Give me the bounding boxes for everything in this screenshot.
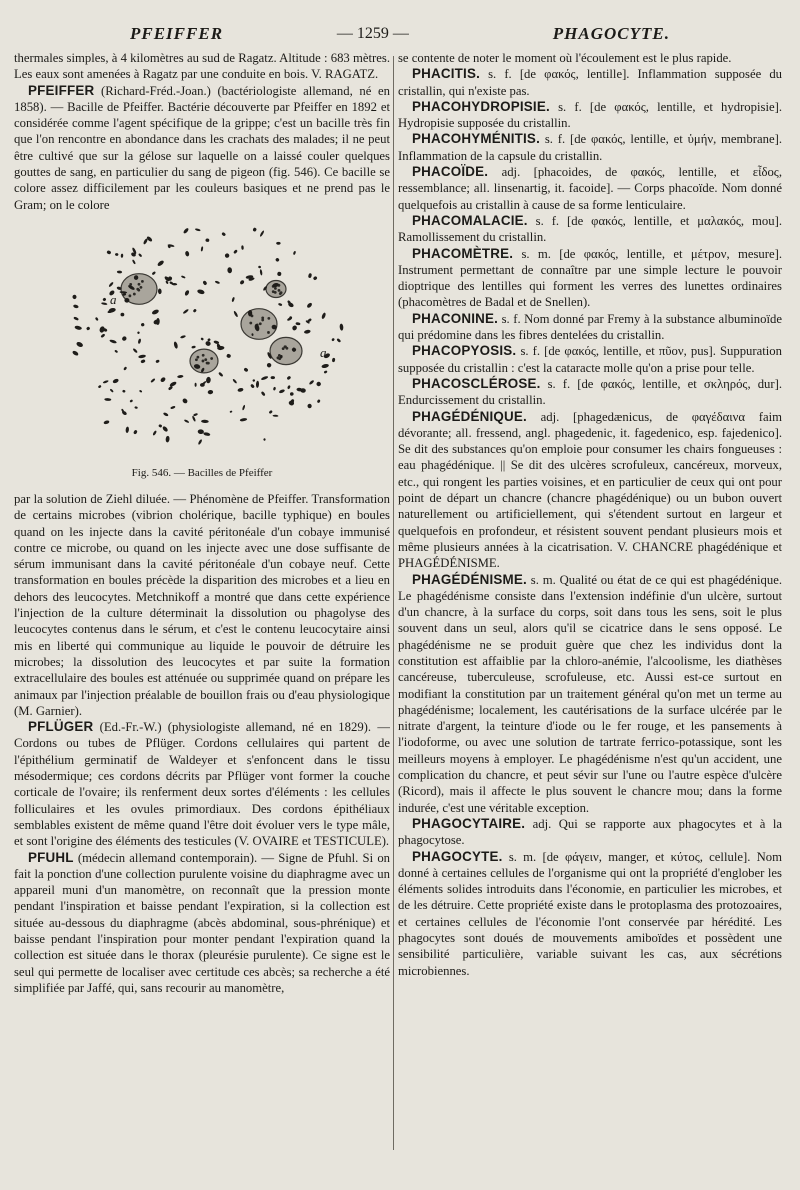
bacillus xyxy=(202,280,207,286)
cell-granule xyxy=(133,293,136,296)
bacillus xyxy=(181,275,186,279)
entry-headword: PHACITIS. xyxy=(412,66,481,82)
bacillus xyxy=(203,432,211,437)
bacillus xyxy=(152,430,157,436)
bacillus xyxy=(184,419,190,424)
bacillus xyxy=(152,271,157,275)
bacillus xyxy=(195,383,197,387)
bacillus xyxy=(141,323,145,327)
bacillus xyxy=(73,304,79,309)
bacillus xyxy=(121,335,127,341)
bacillus xyxy=(133,429,138,434)
bacillus xyxy=(215,280,220,284)
bacillus xyxy=(184,289,190,296)
bacillus xyxy=(192,415,197,422)
bacillus xyxy=(182,397,189,404)
bacillus xyxy=(275,257,280,262)
bacillus xyxy=(191,345,196,348)
bacillus xyxy=(201,420,209,424)
bacillus xyxy=(122,390,126,393)
bacillus xyxy=(104,398,111,401)
dictionary-entry xyxy=(398,376,782,409)
cell-granule xyxy=(272,290,275,293)
dictionary-entry xyxy=(14,50,390,83)
bacillus xyxy=(240,418,248,422)
bacillus xyxy=(103,380,109,384)
entry-text: s. f. [de φακός, lentille]. Inflammation supposée du cristallin, qui n'existe pas. xyxy=(398,67,782,98)
bacillus xyxy=(158,288,162,294)
cell-granule xyxy=(206,362,209,365)
bacillus xyxy=(304,329,311,334)
entry-text: (Ed.-Fr.-W.) (physiologiste allemand, né en 1829). — Cordons ou tubes de Pflüger. Cordons cellulaires qui partent de l'épithélium germinatif de Waldeyer et s'enfoncent dans le tissu mésodermique; ces cordons décrits par Pflüger vont former la couche corticale de l'ovaire; ils renferment deux sortes d'éléments : les cellules folliculaires et les ovules primordiaux. Des cordons épithéliaux semblables existent de même quand l'être doit évoluer vers le type mâle, et sont l'origine des éléments des testicules (V. OVAIRE et TESTICULE). xyxy=(14,720,390,849)
bacillus xyxy=(101,302,107,305)
bacillus xyxy=(261,391,266,397)
dictionary-entry xyxy=(14,850,390,997)
bacillus xyxy=(248,310,252,316)
bacillus xyxy=(242,405,246,411)
bacillus xyxy=(182,308,189,314)
bacillus xyxy=(200,337,204,341)
right-column xyxy=(398,50,782,1160)
bacillus xyxy=(258,265,261,268)
bacillus xyxy=(121,313,125,317)
bacillus xyxy=(332,358,336,363)
bacillus xyxy=(198,439,203,445)
cell-granule xyxy=(261,319,264,322)
dictionary-entry xyxy=(398,131,782,164)
bacillus xyxy=(213,340,219,344)
entry-headword: PHACOÏDE. xyxy=(412,164,489,180)
bacillus xyxy=(233,310,238,317)
entry-text: adj. [phagedænicus, de φαγέδαινα faim dévorante; all. fressend, angl. phagedenic, it. fagedenico, esp. fajedenico]. Se dit des substances qu'on emploie pour consumer les chairs fongueuses : eau phagédénique. || Se dit des ulcères scrofuleux, cancéreux, morveux, etc., qui rongent les parties voisines, et en particulier de ceux qui ont pour point de départ un chancre (chancre phagédénique) ou un bubon ouvert naturellement ou artificiellement, qui s'étendent surtout en largeur et quelquefois en profondeur, et résistent souvent pendant plusieurs mois et même plusieurs années à la cicatrisation. V. CHANCRE phagédénique et PHAGÉDÉNISME. xyxy=(398,409,782,571)
bacillus xyxy=(162,425,169,432)
bacillus xyxy=(177,375,184,379)
bacillus xyxy=(155,359,160,363)
bacillus xyxy=(252,379,255,382)
bacillus xyxy=(201,246,204,251)
cell-granule xyxy=(280,291,283,294)
cell-granule xyxy=(210,357,213,360)
entry-headword: PHAGOCYTAIRE. xyxy=(412,815,526,831)
entry-text: s. m. Qualité ou état de ce qui est phagédénique. Le phagédénisme consiste dans l'extension indéfinie d'un ulcère, surtout d'un chancre, à la surface du corps, soit dans tous les sens, soit le plus souvent dans un seul, alors qu'il se cicatrice dans le sens opposé. Le phagédénisme ne se produit guère que chez les individus dont la constitution est affaiblie par la chloro-anémie, l'alcoolisme, les diathèses cancéreuse, tuberculeuse, scrofuleuse, etc. Aussi est-ce surtout en modifiant la constitution par un traitement général qu'on met un terme au phagédénisme; localement, les cautérisations de la surface ulcérée par le nitrate d'argent, la teinture d'iode ou le fer rouge, et les pansements à l'iodoforme, ou avec une solution de tartrate ferrico-potassique, sont les meilleurs moyens à employer. Le phagédénisme n'est qu'un accident, une complication du chancre, et peut sévir sur l'une ou l'autre espèce d'ulcère (Ricord), mais il affecte le plus souvent le chancre mou; dans la forme indurée, c'est une véritable exception. xyxy=(398,572,782,815)
bacillus xyxy=(95,317,99,321)
bacillus xyxy=(205,341,211,347)
entry-headword: PHACOPYOSIS. xyxy=(412,343,517,359)
bacilli-illustration xyxy=(14,219,390,459)
figure-label-a: a xyxy=(110,291,117,307)
entry-headword: PHACOMALACIE. xyxy=(412,212,528,228)
dictionary-entry xyxy=(398,572,782,816)
bacillus xyxy=(321,363,329,368)
bacillus xyxy=(106,250,111,255)
bacillus xyxy=(277,271,282,276)
entry-headword: PHAGÉDÉNIQUE. xyxy=(412,408,527,424)
bacillus xyxy=(158,424,162,428)
bacillus xyxy=(243,367,248,372)
bacillus xyxy=(273,415,279,417)
entry-text: s. m. [de φακός, lentille, et μέτρον, mesure]. Instrument permettant de connaître par une simple lecture le pouvoir dioptrique des lentilles qui forment les verres des lunettes ordinaires (phacomètres de Badal et de Snellen). xyxy=(398,246,782,310)
bacillus xyxy=(117,270,122,273)
entry-headword: PFLÜGER xyxy=(28,719,94,735)
entry-headword: PHACONINE. xyxy=(412,310,499,326)
entry-headword: PHACOHYMÉNITIS. xyxy=(412,131,540,147)
bacillus xyxy=(207,390,213,395)
cell-granule xyxy=(138,283,141,286)
column-divider xyxy=(393,56,394,1150)
bacillus xyxy=(72,295,76,300)
bacillus xyxy=(160,376,167,383)
dictionary-entry xyxy=(398,50,782,66)
bacillus xyxy=(230,410,233,412)
dictionary-entry xyxy=(398,66,782,99)
entry-headword: PHAGOCYTE. xyxy=(412,848,503,864)
entry-text: adj. Qui se rapporte aux phagocytes et à la phagocytose. xyxy=(398,816,782,848)
bacillus xyxy=(193,413,198,417)
page-number: — 1259 — xyxy=(336,25,409,42)
bacillus xyxy=(206,377,211,384)
bacillus xyxy=(207,338,211,342)
bacillus xyxy=(316,381,322,387)
bacillus xyxy=(134,406,138,409)
bacillus xyxy=(121,253,124,257)
bacillus xyxy=(321,312,326,319)
entry-headword: PHACOSCLÉROSE. xyxy=(412,375,541,391)
bacillus xyxy=(239,279,245,285)
bacillus xyxy=(313,276,318,281)
cell-granule xyxy=(284,345,287,348)
entry-text: se contente de noter le moment où l'écoulement est le plus rapide. xyxy=(398,51,732,65)
entry-text: s. f. [de φακός, lentille, et σκληρός, dur]. Endurcissement du cristallin. xyxy=(398,376,782,408)
bacillus xyxy=(138,354,146,358)
bacillus xyxy=(183,227,190,234)
cell-granule xyxy=(140,286,143,289)
bacillus xyxy=(137,331,140,334)
bacillus xyxy=(150,378,155,383)
bacillus xyxy=(165,436,170,443)
bacillus xyxy=(197,289,205,295)
bacillus xyxy=(170,405,176,409)
cell-granule xyxy=(282,347,285,350)
entry-text: s. f. [de φακός, lentille, et πῦον, pus]. Suppuration supposée du cristallin : c'est la cataracte molle qu'on a prise pour telle. xyxy=(398,344,782,375)
bacillus xyxy=(132,259,136,264)
dictionary-entry xyxy=(398,99,782,132)
bacillus xyxy=(125,426,129,433)
cell-granule xyxy=(249,322,252,325)
entry-headword: PFEIFFER xyxy=(28,82,95,98)
left-column xyxy=(14,50,390,1160)
bacillus xyxy=(276,242,280,245)
dictionary-entry xyxy=(14,83,390,213)
bacillus xyxy=(74,325,82,330)
bacillus xyxy=(260,269,263,275)
bacillus xyxy=(129,399,133,403)
bacillus xyxy=(278,303,283,307)
bacillus xyxy=(110,388,114,392)
entry-text: thermales simples, à 4 kilomètres au sud de Ragatz. Altitude : 683 mètres. Les eaux sont amenées à Ragatz par une conduite en bois. V. RAGATZ. xyxy=(14,51,390,82)
bacillus xyxy=(195,228,201,232)
bacillus xyxy=(252,227,257,232)
bacillus xyxy=(98,385,102,389)
bacillus xyxy=(72,350,79,357)
bacillus xyxy=(73,316,79,321)
dictionary-entry xyxy=(398,213,782,246)
entry-text: (médecin allemand contemporain). — Signe de Pfuhl. Si on fait la ponction d'une collection purulente voisine du diaphragme avec un appareil muni d'un manomètre, on reconnaît que la pression monte pendant l'inspiration et baisse pendant l'expiration, si la collection est située au-dessous du diaphragme (abcès abdominal, sous-phrénique) et baisse pendant l'inspiration pour monter pendant l'expiration quand la collection est située dans le thorax (pleurésie purulente). Ce signe est le seul qui permette de localiser avec certitude ces abcès; sa recherche a été simplifiée par Jaffé, qui, sans recourir au manomètre, xyxy=(14,850,390,995)
bacillus xyxy=(100,333,105,338)
bacillus xyxy=(169,381,177,388)
bacillus xyxy=(151,309,159,316)
bacillus xyxy=(331,338,335,342)
bacillus xyxy=(309,380,315,386)
dictionary-entry xyxy=(398,311,782,344)
bacillus xyxy=(271,376,275,379)
bacillus xyxy=(295,322,300,326)
entry-headword: PHACOHYDROPISIE. xyxy=(412,98,550,114)
header-left-word: PFEIFFER xyxy=(130,24,224,43)
cell-granule xyxy=(259,322,262,325)
bacillus xyxy=(185,251,190,257)
bacillus xyxy=(221,232,226,237)
bacillus xyxy=(293,251,296,255)
cell-granule xyxy=(196,356,199,359)
dictionary-entry xyxy=(398,816,782,849)
cell-granule xyxy=(267,331,270,334)
dictionary-entry xyxy=(398,343,782,376)
cell-granule xyxy=(141,280,144,283)
bacillus xyxy=(224,252,230,258)
entry-text: s. f. [de φακός, lentille, et ὑμήν, membrane]. Inflammation de la capsule du cristallin. xyxy=(398,132,782,163)
cell-granule xyxy=(136,288,139,291)
bacillus xyxy=(250,383,255,388)
bacillus xyxy=(140,359,146,364)
bacillus xyxy=(290,392,294,396)
bacillus xyxy=(173,341,178,349)
bacillus xyxy=(115,253,119,256)
header-right-word: PHAGOCYTE. xyxy=(552,24,670,43)
dictionary-entry xyxy=(398,849,782,979)
bacillus xyxy=(193,308,197,312)
bacillus xyxy=(237,387,243,392)
bacillus xyxy=(138,338,142,344)
entry-text: s. f. [de φακός, lentille, et μαλακός, mou]. Ramollissement du cristallin. xyxy=(398,213,782,245)
bacillus xyxy=(197,429,204,434)
bacillus xyxy=(287,385,291,389)
bacillus xyxy=(226,353,231,358)
page-header xyxy=(14,20,786,48)
bacillus xyxy=(263,438,266,441)
bacillus xyxy=(76,341,84,348)
dictionary-entry xyxy=(14,491,390,719)
cell-granule xyxy=(278,289,281,292)
entry-text: s. f. [de φακός, lentille, et hydropisie]. Hydropisie supposée du cristallin. xyxy=(398,99,782,131)
bacillus xyxy=(180,335,186,339)
bacillus xyxy=(123,366,127,370)
bacillus xyxy=(279,389,286,394)
figure-546 xyxy=(14,219,390,483)
bacillus xyxy=(112,378,119,384)
bacillus xyxy=(266,362,271,367)
cell-granule xyxy=(195,358,198,361)
bacillus xyxy=(138,253,142,257)
bacillus xyxy=(86,326,91,331)
bacillus xyxy=(286,375,291,380)
cell-granule xyxy=(128,294,131,297)
figure-caption: Fig. 546. — Bacilles de Pfeiffer xyxy=(131,466,273,479)
bacillus xyxy=(336,338,341,343)
bacillus xyxy=(102,297,106,301)
bacillus xyxy=(308,273,312,278)
bacillus xyxy=(99,326,106,334)
dictionary-entry xyxy=(14,719,390,849)
entry-text: s. f. Nom donné par Fremy à la substance albuminoïde qui prédomine dans les fibres dentelées du cristallin. xyxy=(398,311,782,343)
dictionary-entry xyxy=(398,164,782,213)
bacillus xyxy=(218,372,224,377)
bacillus xyxy=(268,410,272,414)
cell-granule xyxy=(267,317,270,320)
cell-granule xyxy=(202,360,205,363)
bacillus xyxy=(291,325,297,332)
bacillus xyxy=(233,249,238,254)
bacillus xyxy=(139,390,143,393)
bacillus xyxy=(157,260,165,267)
entry-text: par la solution de Ziehl diluée. — Phénomène de Pfeiffer. Transformation de certains microbes (vibrion cholérique, bacille typhique) en boules quand on les injecte dans la cavité péritonéale d'un cobaye immunisé contre ce microbe, ou quand on les injecte avec une dose suffisante de sérum immunisant dans la cavité péritonéale d'un cobaye neuf. Cette transformation en boules précède la disparition des microbes et a lieu en dehors des leucocytes. Metchnikoff a montré que dans cette expérience l'injection de la culture déterminait la dissolution ou phagolyse des leucocytes contenus dans le sérum, et c'est le contenu leucocytaire ainsi mis en liberté qui communique au liquide le pouvoir de détruire les microbes; la dissolution des leucocytes et par suite la formation extracellulaire des boules est atténuée ou supprimée quand on prépare les animaux par l'injection préalable de bouillon frais ou d'eau physiologique (M. Garnier). xyxy=(14,491,390,718)
cell-granule xyxy=(202,354,205,357)
cell-granule xyxy=(204,358,207,361)
entry-text: (Richard-Fréd.-Joan.) (bactériologiste allemand, né en 1858). — Bacille de Pfeiffer. Bactérie découverte par Pfeiffer en 1892 et considérée comme l'agent spécifique de la grippe; c'est un bacille très fin que l'on rencontre en abondance dans les crachats des malades; il ne peut être cultivé que sur la gélose sur laquelle on a laissé couler quelques gouttes de sang, en particulier du sang de pigeon (fig. 546). Ce bacille se colore assez difficilement par les couleurs basiques et ne prend pas le Gram; on le colore xyxy=(14,83,390,212)
dictionary-entry xyxy=(398,246,782,311)
bacillus xyxy=(108,281,114,287)
cell-granule xyxy=(274,287,277,290)
bacillus xyxy=(103,420,110,425)
bacillus xyxy=(227,267,232,273)
bacillus xyxy=(317,399,321,403)
entry-text: adj. [phacoides, de φακός, lentille, et εἶδος, ressemblance; all. linsenartig, it. facoide]. — Corps phacoïde. Nom donné quelquefois au cristallin à cause de sa forme lenticulaire. xyxy=(398,165,782,212)
bacillus xyxy=(231,297,235,302)
entry-headword: PHACOMÈTRE. xyxy=(412,245,514,261)
entry-headword: PHAGÉDÉNISME. xyxy=(412,571,527,587)
bacillus xyxy=(261,375,269,380)
bacillus xyxy=(306,302,313,309)
dictionary-entry xyxy=(398,409,782,572)
bacillus xyxy=(132,348,138,354)
bacillus xyxy=(339,323,343,330)
bacillus xyxy=(163,412,169,417)
bacillus xyxy=(109,339,117,344)
leukocyte-cell xyxy=(270,337,302,364)
bacillus xyxy=(273,387,276,391)
bacillus xyxy=(324,370,328,374)
figure-label-a: a xyxy=(320,344,327,360)
cell-granule xyxy=(277,356,280,359)
bacillus xyxy=(241,245,244,250)
bacillus xyxy=(232,378,237,384)
entry-headword: PFUHL xyxy=(28,849,74,865)
bacillus xyxy=(256,381,259,388)
bacillus xyxy=(307,403,312,408)
entry-text: s. m. [de φάγειν, manger, et κύτος, cellule]. Nom donné à certaines cellules de l'organisme qui ont la propriété d'englober les éléments solides introduits dans l'économie, en particulier les microbes, et de les détruire. Cette propriété existe dans le protoplasma des protozoaires, et certaines cellules de l'économie l'ont conservée par hérédité. Les phagocytes sont doués de mouvements amiboïdes et possèdent une sensibilité particulière, variable suivant les cas, aux sécrétions microbiennes. xyxy=(398,849,782,978)
bacillus xyxy=(205,238,209,242)
bacillus xyxy=(114,349,118,353)
bacillus xyxy=(259,230,264,237)
